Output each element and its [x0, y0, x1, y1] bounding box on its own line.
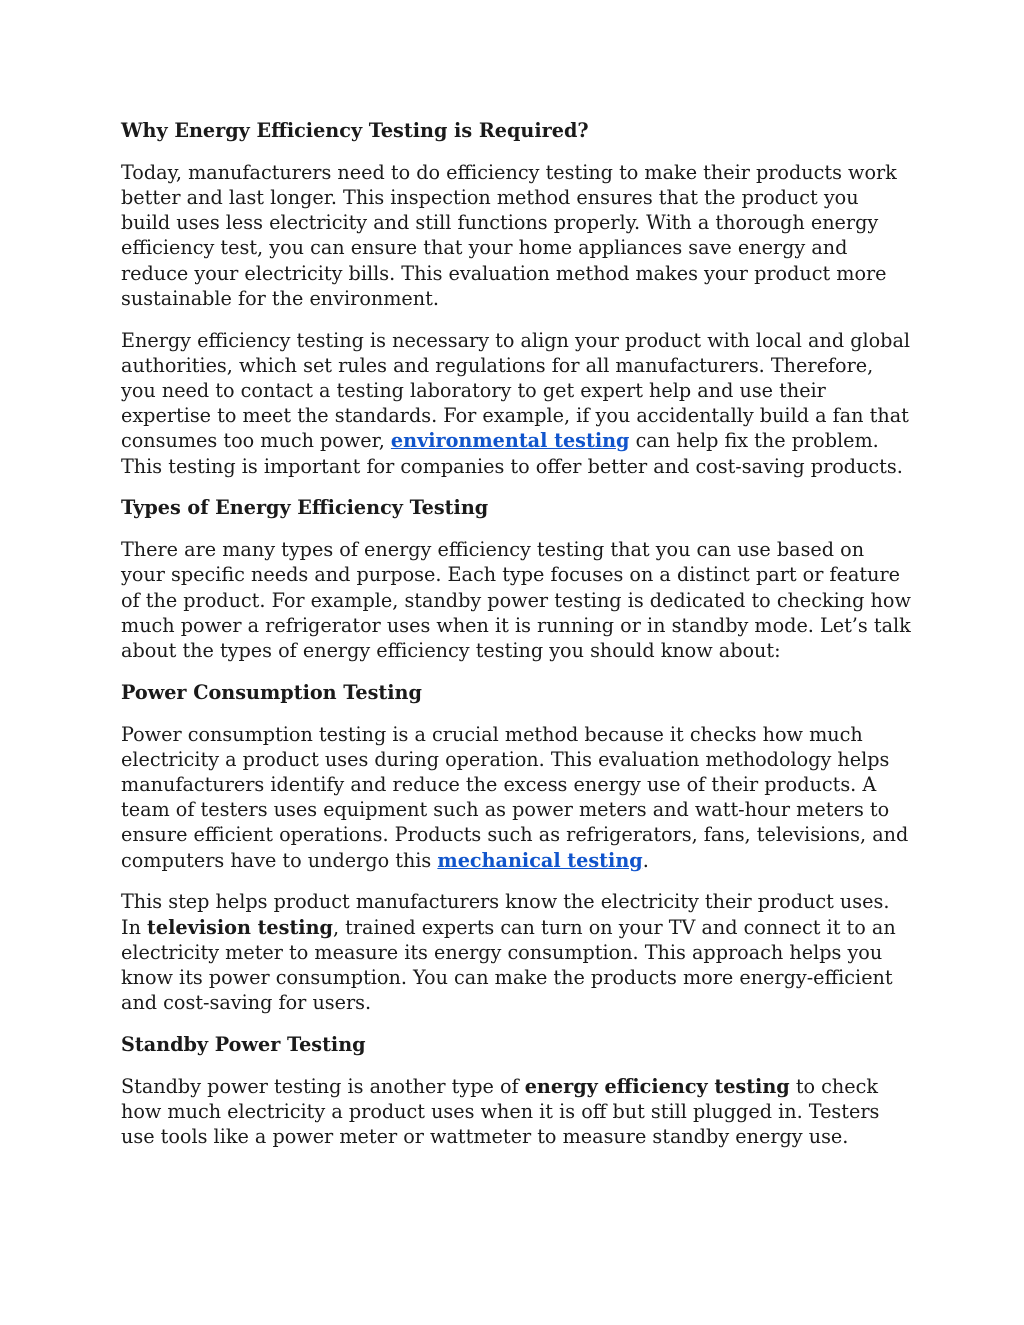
mechanical-testing-link[interactable]: mechanical testing [437, 848, 643, 872]
paragraph-text: Energy efficiency testing is necessary to align your product with local and global authorities, which set rules and regulations for all manufacturers. Therefore, you need to contact a testing laboratory to get expert help and use their expertise to meet the standards. For example, if you accidentally build a fan that consumes too much power, [121, 328, 911, 453]
paragraph-text: , trained experts can turn on your TV and connect it to an electricity meter to measure its energy consumption. This approach helps you know its power consumption. You can make the products more energy-efficient and cost-saving for users. [121, 915, 896, 1015]
bold-term: energy efficiency testing [524, 1074, 790, 1098]
paragraph-text: Power consumption testing is a crucial method because it checks how much electricity a product uses during operation. This evaluation methodology helps manufacturers identify and reduce the excess energy use of their products. A team of testers uses equipment such as power meters and watt-hour meters to ensure efficient operations. Products such as refrigerators, fans, televisions, and computers have to undergo this [121, 722, 909, 872]
bold-term: television testing [147, 915, 333, 939]
paragraph-text: . [642, 848, 649, 872]
paragraph-why-regulations [121, 328, 911, 479]
paragraph-standby [121, 1074, 911, 1150]
paragraph-text: Standby power testing is another type of [121, 1074, 525, 1098]
paragraph-text: to check how much electricity a product uses when it is off but still plugged in. Testers use tools like a power meter or wattmeter to measure standby energy use. [121, 1074, 880, 1149]
paragraph-power-consumption [121, 722, 911, 873]
document-page [121, 118, 911, 1166]
section-heading-power-consumption: Power Consumption Testing [121, 680, 422, 704]
paragraph-text: can help fix the problem. This testing is important for companies to offer better and cost-saving products. [121, 429, 903, 478]
paragraph-why-intro: Today, manufacturers need to do efficiency testing to make their products work better and last longer. This inspection method ensures that the product you build uses less electricity and still functions properly. With a thorough energy efficiency test, you can ensure that your home appliances save energy and reduce your electricity bills. This evaluation method makes your product more sustainable for the environment. [121, 160, 897, 310]
paragraph-text: This step helps product manufacturers know the electricity their product uses. In [121, 890, 890, 939]
section-heading-why: Why Energy Efficiency Testing is Required? [121, 119, 589, 142]
section-heading-standby: Standby Power Testing [121, 1033, 366, 1057]
paragraph-television-testing [121, 889, 911, 1015]
environmental-testing-link[interactable]: environmental testing [390, 429, 630, 453]
paragraph-types-intro: There are many types of energy efficiency testing that you can use based on your specific needs and purpose. Each type focuses on a distinct part or feature of the product. For example, standby power testing is dedicated to checking how much power a refrigerator uses when it is running or in standby mode. Let’s talk about the types of energy efficiency testing you should know about: [121, 538, 911, 663]
section-heading-types: Types of Energy Efficiency Testing [121, 496, 489, 520]
